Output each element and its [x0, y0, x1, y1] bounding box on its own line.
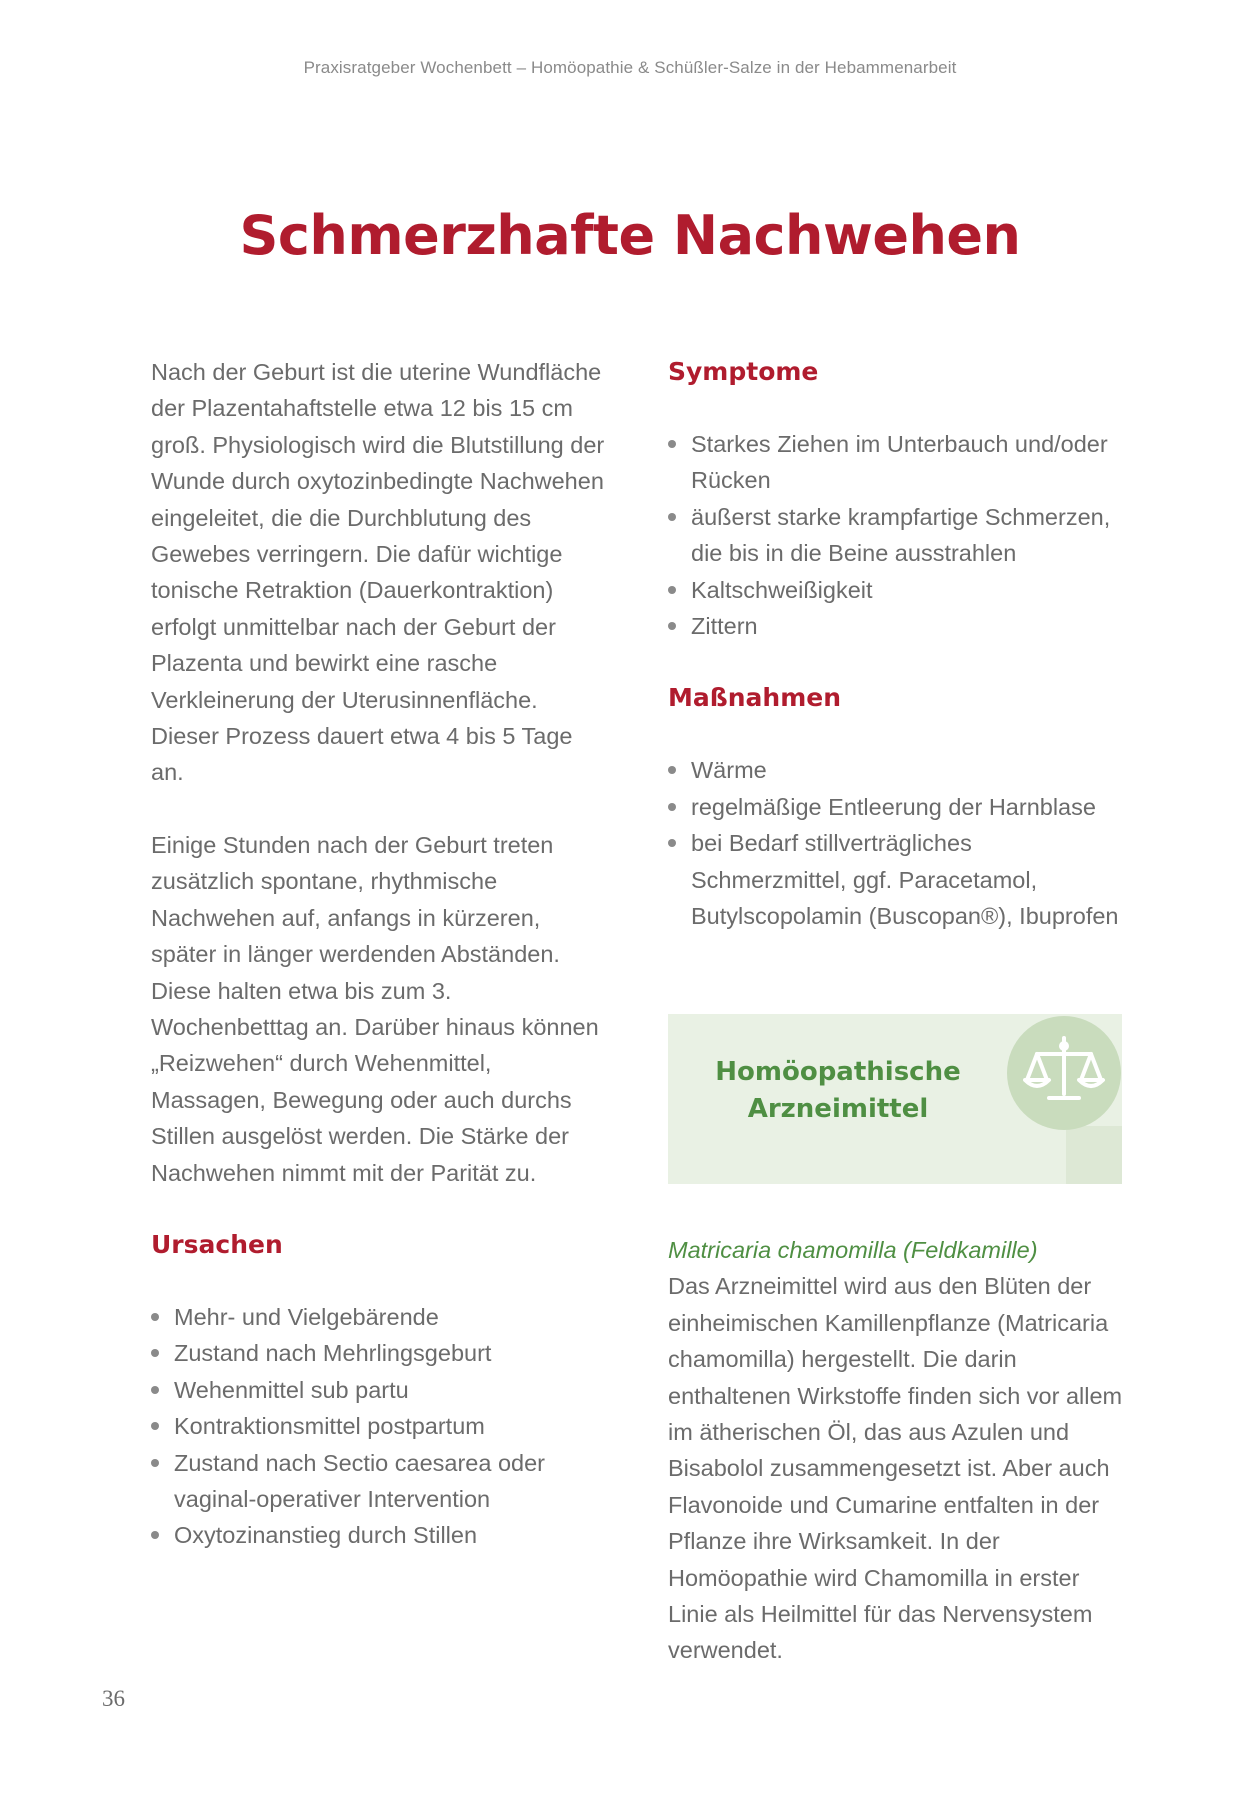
homeopathy-title-line: Homöopathische — [715, 1057, 961, 1087]
list-item: Zustand nach Mehrlingsgeburt — [151, 1335, 611, 1371]
list-item: bei Bedarf stillverträgliches Schmerzmittel, ggf. Paracetamol, Butylscopolamin (Buscopan®), Ibuprofen — [668, 825, 1130, 934]
homeopathy-box-title — [688, 1054, 988, 1128]
list-item: Kaltschweißigkeit — [668, 572, 1130, 608]
symptoms-heading: Symptome — [668, 357, 819, 386]
list-item: Zittern — [668, 608, 1130, 644]
homeopathy-box-tab — [1066, 1126, 1122, 1184]
causes-heading: Ursachen — [151, 1229, 283, 1259]
left-column — [151, 354, 611, 1554]
right-column — [668, 354, 1130, 934]
causes-list — [151, 1299, 611, 1554]
remedy-description: Das Arzneimittel wird aus den Blüten der einheimischen Kamillenpflanze (Matricaria chamomilla) hergestellt. Die darin enthaltenen Wirkstoffe finden sich vor allem im ätherischen Öl, das aus Azulen und Bisabolol zusammengesetzt ist. Aber auch Flavonoide und Cumarine entfalten in der Pflanze ihre Wirksamkeit. In der Homöopathie wird Chamomilla in erster Linie als Heilmittel für das Nervensystem verwendet. — [668, 1273, 1123, 1664]
list-item: Starkes Ziehen im Unterbauch und/oder Rücken — [668, 426, 1130, 499]
scales-badge — [1007, 1016, 1121, 1130]
measures-list — [668, 752, 1130, 934]
symptoms-list — [668, 426, 1130, 644]
homeopathy-title-line: Arzneimittel — [747, 1094, 929, 1124]
list-item: Kontraktionsmittel postpartum — [151, 1408, 611, 1444]
list-item: Oxytozinanstieg durch Stillen — [151, 1517, 611, 1553]
measures-heading: Maßnahmen — [668, 683, 841, 713]
page-title: Schmerzhafte Nachwehen — [239, 204, 1021, 267]
remedy-name: Matricaria chamomilla (Feldkamille) — [668, 1237, 1038, 1263]
intro-paragraph: Einige Stunden nach der Geburt treten zusätzlich spontane, rhythmische Nachwehen auf, anfangs in kürzeren, später in länger werdenden Abständen. Diese halten etwa bis zum 3. Wochenbetttag an. Darüber hinaus können „Reizwehen“ durch Wehenmittel, Massagen, Bewegung oder auch durchs Stillen ausgelöst werden. Die Stärke der Nachwehen nimmt mit der Parität zu. — [151, 831, 599, 1186]
remedy-section — [668, 1232, 1130, 1669]
list-item: Zustand nach Sectio caesarea oder vaginal-operativer Intervention — [151, 1445, 611, 1518]
scales-icon — [1007, 1016, 1121, 1130]
page-number: 36 — [102, 1686, 125, 1711]
list-item: äußerst starke krampfartige Schmerzen, die bis in die Beine ausstrahlen — [668, 499, 1130, 572]
running-header: Praxisratgeber Wochenbett – Homöopathie & Schüßler-Salze in der Hebammenarbeit — [303, 58, 957, 77]
list-item: regelmäßige Entleerung der Harnblase — [668, 789, 1130, 825]
list-item: Wehenmittel sub partu — [151, 1372, 611, 1408]
list-item: Mehr- und Vielgebärende — [151, 1299, 611, 1335]
intro-paragraph: Nach der Geburt ist die uterine Wundfläche der Plazentahaftstelle etwa 12 bis 15 cm groß. Physiologisch wird die Blutstillung der Wunde durch oxytozinbedingte Nachwehen eingeleitet, die die Durchblutung des Gewebes verringern. Die dafür wichtige tonische Retraktion (Dauerkontraktion) erfolgt unmittelbar nach der Geburt der Plazenta und bewirkt eine rasche Verkleinerung der Uterusinnenfläche. Dieser Prozess dauert etwa 4 bis 5 Tage an. — [151, 359, 605, 786]
list-item: Wärme — [668, 752, 1130, 788]
